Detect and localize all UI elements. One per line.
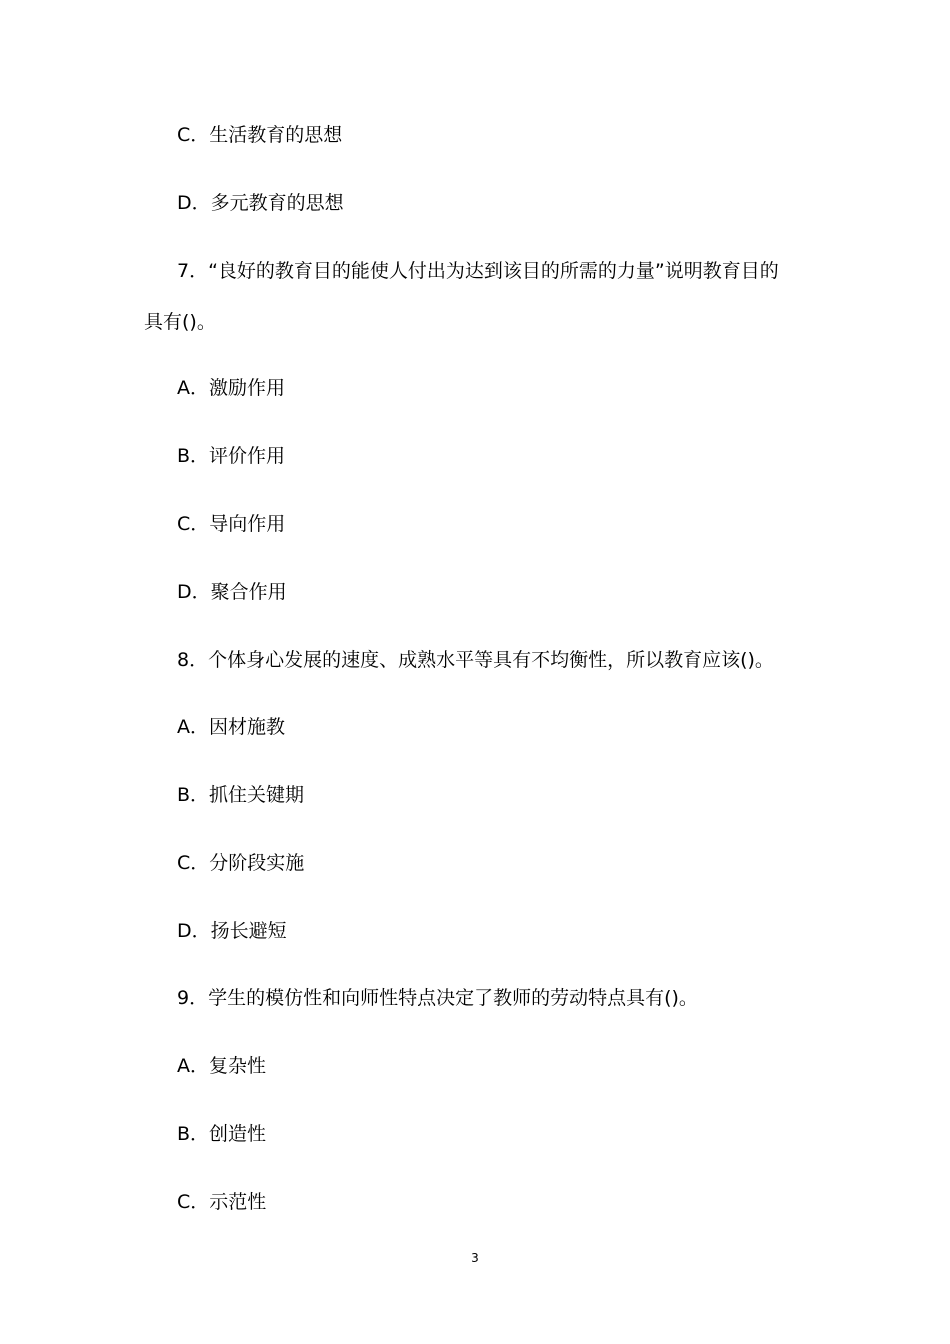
option-line: C．生活教育的思想: [177, 124, 343, 146]
question-line: 8．个体身心发展的速度、成熟水平等具有不均衡性，所以教育应该()。: [177, 649, 774, 671]
option-line: B．抓住关键期: [177, 784, 305, 806]
page-number: 3: [471, 1251, 479, 1265]
option-line: D．多元教育的思想: [177, 192, 344, 214]
option-line: C．分阶段实施: [177, 852, 305, 874]
question-line: 9．学生的模仿性和向师性特点决定了教师的劳动特点具有()。: [177, 987, 698, 1009]
option-line: D．聚合作用: [177, 581, 287, 603]
option-line: B．创造性: [177, 1123, 267, 1145]
question-line: 7．“良好的教育目的能使人付出为达到该目的所需的力量”说明教育目的: [177, 260, 779, 282]
option-line: B．评价作用: [177, 445, 286, 467]
question-continuation: 具有()。: [144, 311, 216, 333]
option-line: C．示范性: [177, 1191, 267, 1213]
option-line: C．导向作用: [177, 513, 286, 535]
option-line: A．复杂性: [177, 1055, 266, 1077]
option-line: A．因材施教: [177, 716, 285, 738]
option-line: D．扬长避短: [177, 920, 287, 942]
option-line: A．激励作用: [177, 377, 285, 399]
